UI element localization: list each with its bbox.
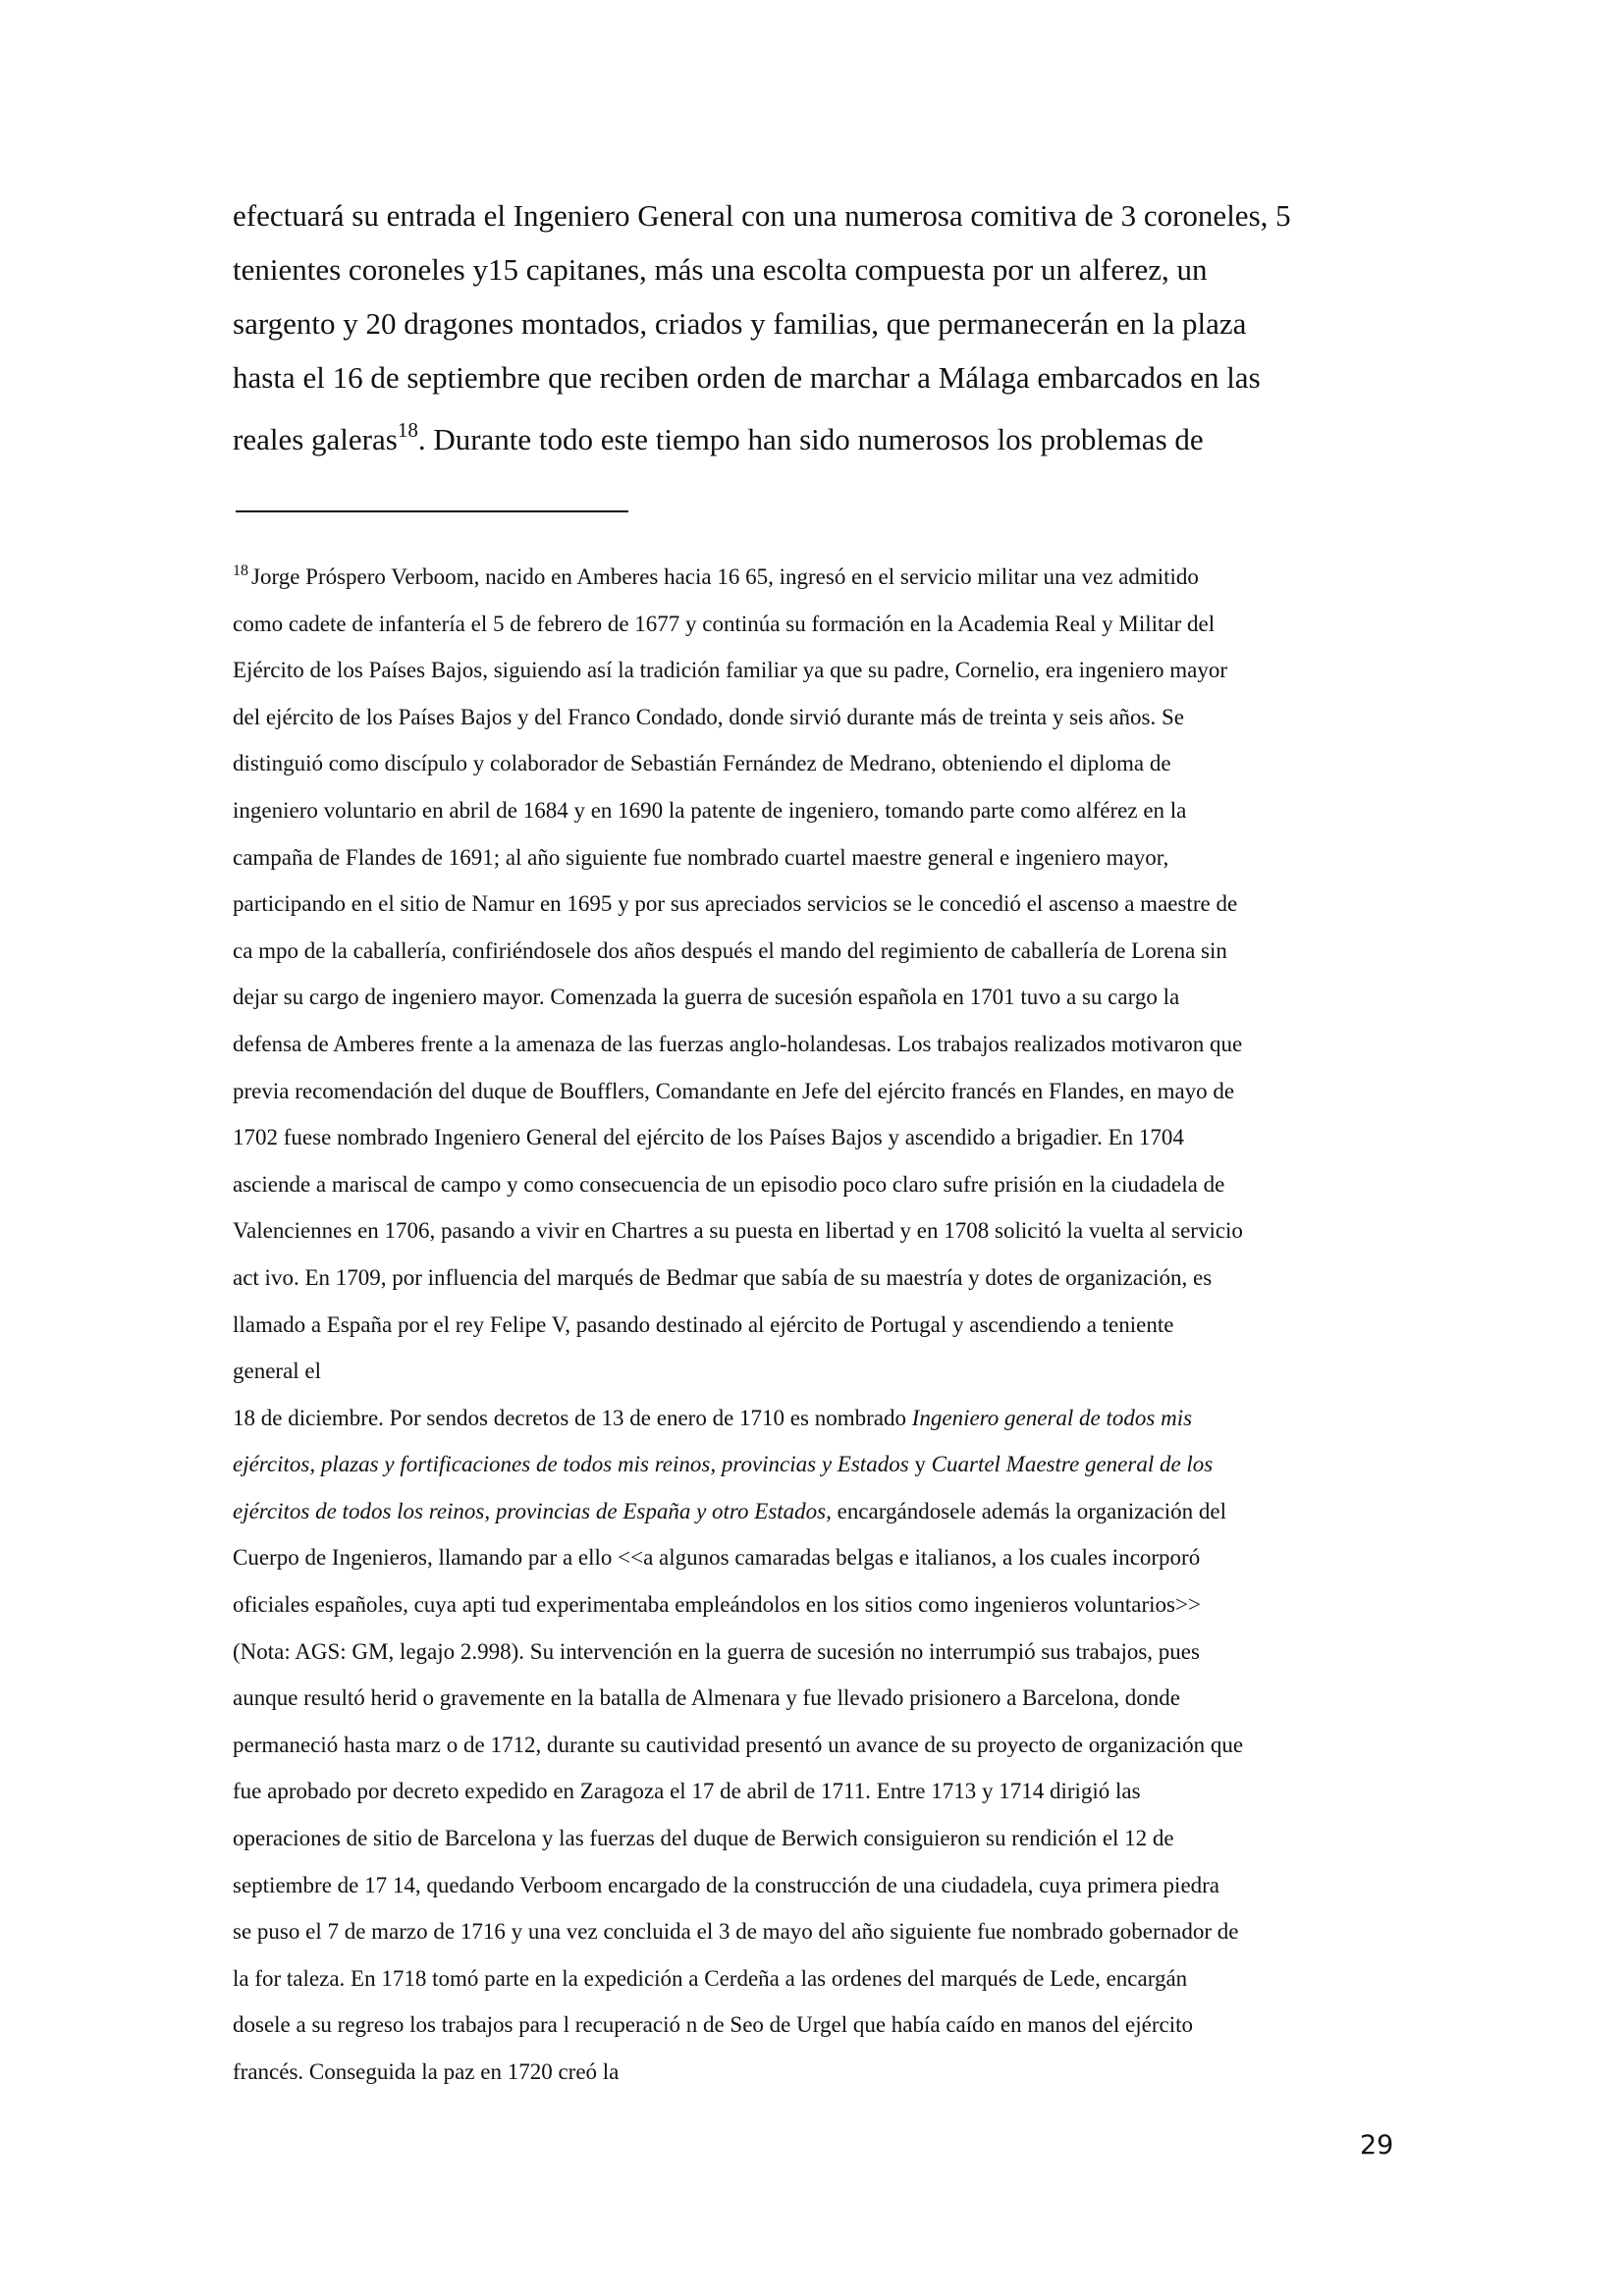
footnote-mark: 18 — [233, 562, 248, 579]
body-line: tenientes coroneles y15 capitanes, más una escolta compuesta por un alferez, un — [233, 252, 1208, 287]
footnote-line: campaña de Flandes de 1691; al año siguiente fue nombrado cuartel maestre general e ingeniero mayor, — [233, 844, 1169, 870]
footnote-line — [233, 1441, 1411, 1488]
footnote-line: dejar su cargo de ingeniero mayor. Comenzada la guerra de sucesión española en 1701 tuvo a su cargo la — [233, 985, 1180, 1010]
footnote-line: del ejército de los Países Bajos y del Franco Condado, donde sirvió durante más de treinta y seis años. Se — [233, 704, 1184, 729]
page-number: 29 — [1360, 2130, 1394, 2161]
footnote-line: fue aprobado por decreto expedido en Zaragoza el 17 de abril de 1711. Entre 1713 y 1714 dirigió las — [233, 1779, 1141, 1804]
footnote-line: previa recomendación del duque de Boufflers, Comandante en Jefe del ejército francés en Flandes, en mayo de — [233, 1078, 1235, 1103]
footnote-line: como cadete de infantería el 5 de febrero de 1677 y continúa su formación en la Academia Real y Militar del — [233, 611, 1216, 636]
body-line: sargento y 20 dragones montados, criados y familias, que permanecerán en la plaza — [233, 306, 1247, 341]
footnote-line: se puso el 7 de marzo de 1716 y una vez concluida el 3 de mayo del año siguiente fue nombrado gobernador de — [233, 1919, 1239, 1945]
footnote-line: asciende a mariscal de campo y como consecuencia de un episodio poco claro sufre prisión en la ciudadela de — [233, 1171, 1225, 1197]
footnote-line: Ejército de los Países Bajos, siguiendo así la tradición familiar ya que su padre, Cornelio, era ingeniero mayor — [233, 658, 1227, 683]
footnote-line: llamado a España por el rey Felipe V, pasando destinado al ejército de Portugal y ascendiendo a teniente — [233, 1311, 1174, 1337]
footnote-line: general el — [233, 1359, 322, 1384]
footnote-line: operaciones de sitio de Barcelona y las fuerzas del duque de Berwich consiguieron su rendición el 12 de — [233, 1826, 1174, 1851]
footnote-line: oficiales españoles, cuya apti tud experimentaba empleándolos en los sitios como ingenieros voluntarios>> — [233, 1592, 1201, 1618]
footnote-line: participando en el sitio de Namur en 1695 y por sus apreciados servicios se le concedió el ascenso a maestre de — [233, 891, 1238, 917]
footnote-line: francés. Conseguida la paz en 1720 creó la — [233, 2059, 620, 2084]
footnote-line: permaneció hasta marz o de 1712, durante su cautividad presentó un avance de su proyecto de organización que — [233, 1732, 1244, 1757]
footnote-reference[interactable]: 18 — [397, 418, 418, 442]
footnote-line: act ivo. En 1709, por influencia del marqués de Bedmar que sabía de su maestría y dotes de organización, es — [233, 1264, 1213, 1290]
footnote-line — [233, 1395, 1411, 1442]
footnote-line-text: encargándosele además la organización del — [831, 1498, 1226, 1523]
footnote — [233, 554, 1411, 2096]
footnote-line: ca mpo de la caballería, confiriéndosele dos años después el mando del regimiento de caballería de Lorena sin — [233, 937, 1227, 963]
footnote-line: la for taleza. En 1718 tomó parte en la expedición a Cerdeña a las ordenes del marqués de Lede, encargán — [233, 1965, 1188, 1991]
footnote-italic-title: ejércitos de todos los reinos, provincias de España y otro Estados, — [233, 1498, 832, 1523]
footnote-line: defensa de Amberes frente a la amenaza de las fuerzas anglo-holandesas. Los trabajos realizados motivaron que — [233, 1031, 1243, 1056]
footnote-line — [233, 554, 1411, 601]
footnote-line-text: Jorge Próspero Verboom, nacido en Amberes hacia 16 65, ingresó en el servicio militar una vez admitido — [251, 564, 1199, 589]
footnote-line: 1702 fuese nombrado Ingeniero General del ejército de los Países Bajos y ascendido a brigadier. En 1704 — [233, 1125, 1184, 1150]
footnote-line: aunque resultó herid o gravemente en la batalla de Almenara y fue llevado prisionero a Barcelona, donde — [233, 1685, 1180, 1711]
footnote-line: Valenciennes en 1706, pasando a vivir en Chartres a su puesta en libertad y en 1708 solicitó la vuelta al servicio — [233, 1218, 1243, 1244]
footnote-line-text: y — [908, 1452, 932, 1477]
footnote-italic-title: Cuartel Maestre general de los — [931, 1452, 1214, 1477]
body-line — [233, 412, 1391, 466]
body-line-text: reales galeras — [233, 422, 398, 456]
footnote-line: Cuerpo de Ingenieros, llamando par a ello <<a algunos camaradas belgas e italianos, a los cuales incorporó — [233, 1545, 1201, 1571]
footnote-line: (Nota: AGS: GM, legajo 2.998). Su intervención en la guerra de sucesión no interrumpió sus trabajos, pues — [233, 1638, 1200, 1664]
footnote-italic-title: Ingeniero general de todos mis — [911, 1405, 1193, 1430]
footnote-separator — [236, 510, 628, 512]
footnote-line: distinguió como discípulo y colaborador de Sebastián Fernández de Medrano, obteniendo el diploma de — [233, 751, 1171, 776]
footnote-line: septiembre de 17 14, quedando Verboom encargado de la construcción de una ciudadela, cuya primera piedra — [233, 1872, 1220, 1897]
body-line: efectuará su entrada el Ingeniero General con una numerosa comitiva de 3 coroneles, 5 — [233, 198, 1291, 233]
footnote-line: dosele a su regreso los trabajos para l recuperació n de Seo de Urgel que había caído en manos del ejército — [233, 2012, 1193, 2038]
footnote-line-text: 18 de diciembre. Por sendos decretos de 13 de enero de 1710 es nombrado — [233, 1405, 912, 1430]
body-line-text: . Durante todo este tiempo han sido numerosos los problemas de — [417, 422, 1204, 456]
footnote-line: ingeniero voluntario en abril de 1684 y en 1690 la patente de ingeniero, tomando parte como alférez en la — [233, 797, 1187, 823]
footnote-line — [233, 1488, 1411, 1535]
body-paragraph — [233, 188, 1391, 466]
footnote-italic-title: ejércitos, plazas y fortificaciones de todos mis reinos, provincias y Estados — [233, 1452, 909, 1477]
body-line: hasta el 16 de septiembre que reciben orden de marchar a Málaga embarcados en las — [233, 360, 1261, 395]
